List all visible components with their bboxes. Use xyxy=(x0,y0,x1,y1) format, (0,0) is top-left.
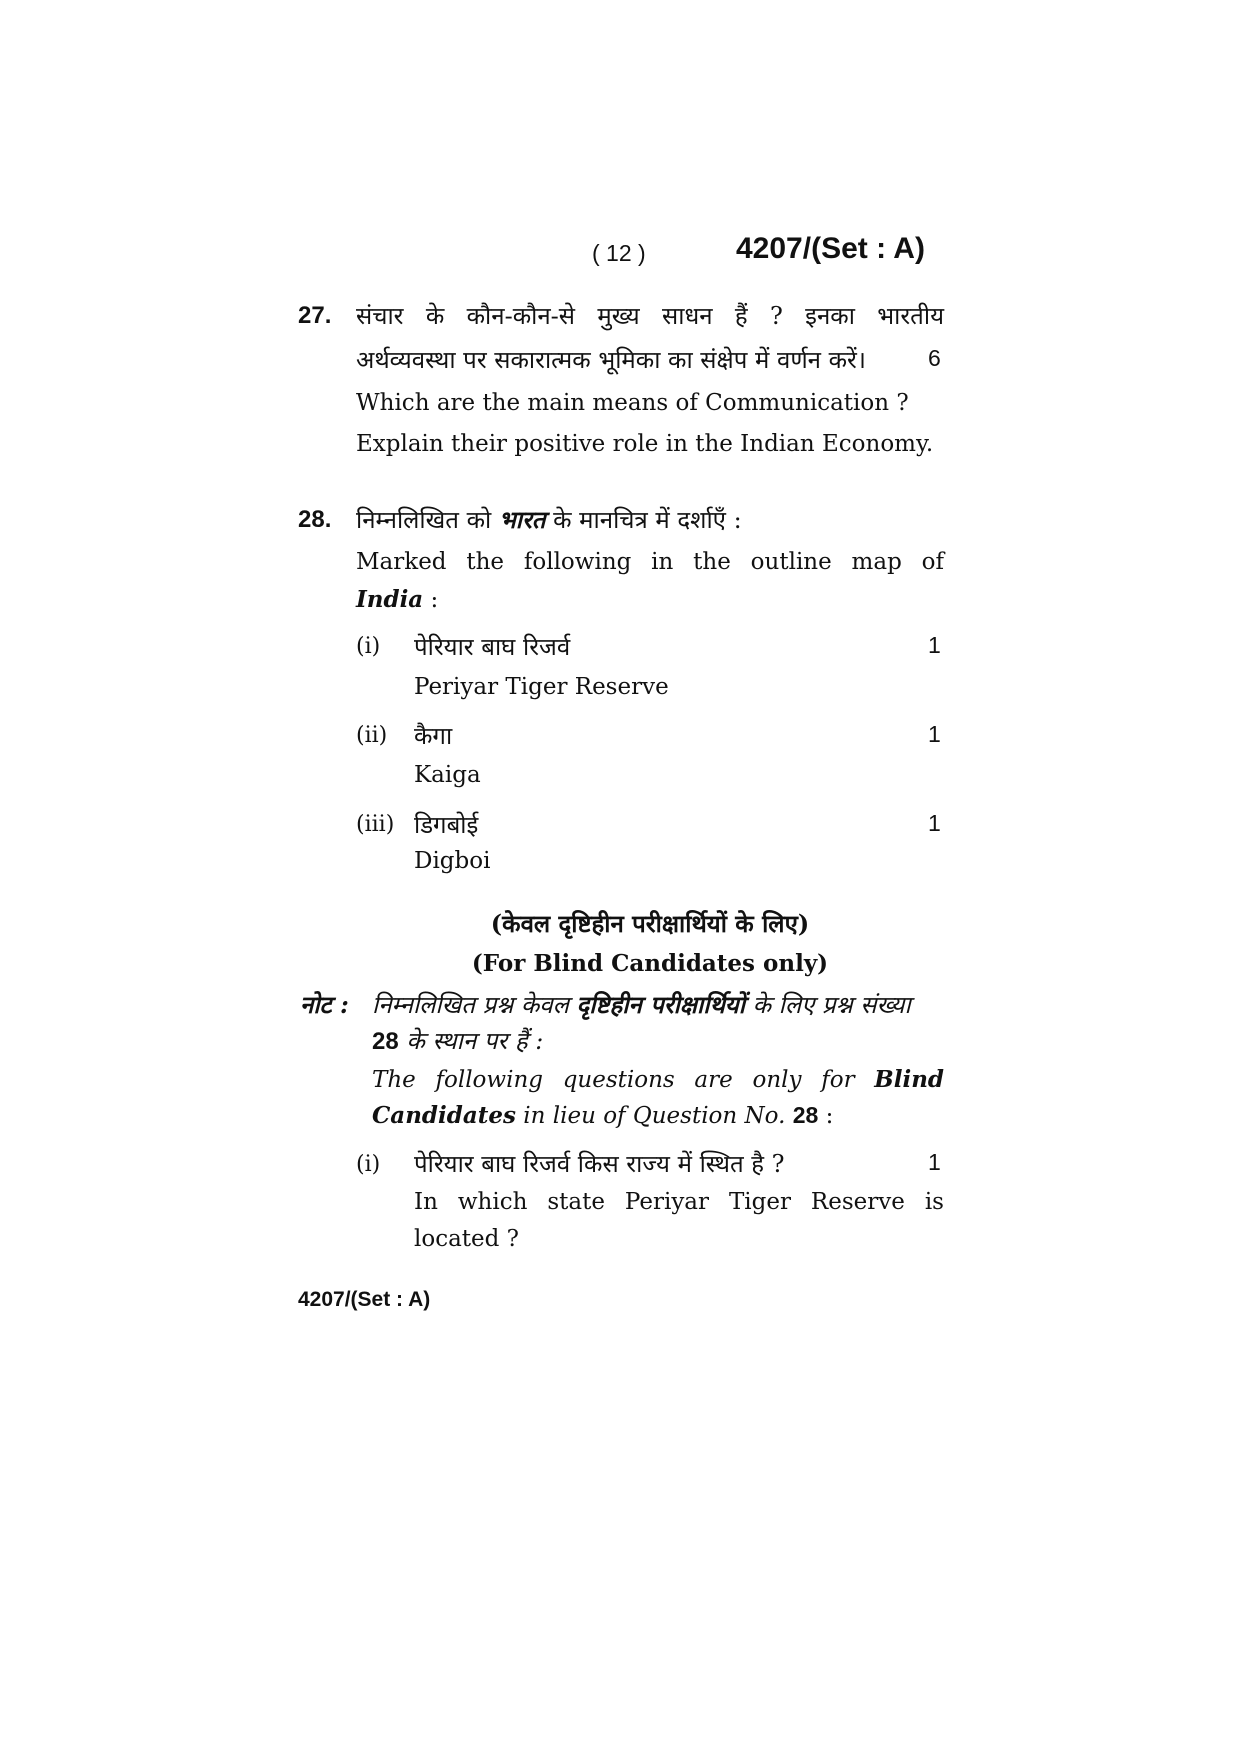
note-english-bold-2: Candidates xyxy=(372,1102,516,1129)
page-number: ( 12 ) xyxy=(592,240,646,266)
question-27-english-line-2: Explain their positive role in the Indian Economy. xyxy=(356,431,934,457)
question-28-item-2-hindi: कैगा xyxy=(414,722,453,750)
set-code-header: 4207/(Set : A) xyxy=(736,232,925,265)
note-label: नोट : xyxy=(300,990,349,1019)
question-28-item-1-hindi: पेरियार बाघ रिजर्व xyxy=(414,633,571,661)
question-28-item-3-marks: 1 xyxy=(928,810,941,836)
question-28-item-3-number: (iii) xyxy=(356,812,395,837)
note-english-bold-1: Blind xyxy=(874,1066,945,1093)
blind-heading-hindi: (केवल दृष्टिहीन परीक्षार्थियों के लिए) xyxy=(490,909,810,938)
note-english-number: 28 xyxy=(792,1102,819,1128)
question-28-item-1-english: Periyar Tiger Reserve xyxy=(414,674,669,700)
question-28-english-line-2 xyxy=(356,586,438,613)
question-27-hindi-line-2: अर्थव्यवस्था पर सकारात्मक भूमिका का संक्षेप में वर्णन करें। xyxy=(356,346,866,374)
blind-item-1-english-line-2: located ? xyxy=(414,1226,520,1252)
note-hindi-bold: दृष्टिहीन परीक्षार्थियों xyxy=(576,990,745,1019)
note-english-line-1 xyxy=(372,1066,944,1093)
question-28-english-line-1: Marked the following in the outline map of xyxy=(356,549,944,575)
question-27-marks: 6 xyxy=(928,345,941,371)
note-hindi-end: के स्थान पर हैं : xyxy=(406,1027,544,1055)
question-28-item-1-number: (i) xyxy=(356,634,381,659)
note-english-end: : xyxy=(818,1103,834,1129)
set-code-footer: 4207/(Set : A) xyxy=(298,1288,431,1311)
question-28-item-2-english: Kaiga xyxy=(414,762,481,788)
question-27-hindi-line-1: संचार के कौन-कौन-से मुख्य साधन हैं ? इनका भारतीय xyxy=(356,302,944,330)
question-27-english-line-1: Which are the main means of Communication ? xyxy=(356,390,909,416)
question-28-number: 28. xyxy=(298,506,332,533)
note-english-mid: in lieu of Question No. xyxy=(523,1103,786,1129)
blind-item-1-number: (i) xyxy=(356,1152,381,1177)
blind-heading-english: (For Blind Candidates only) xyxy=(471,950,829,977)
question-28-item-3-hindi: डिगबोई xyxy=(414,811,479,839)
note-english-line-2 xyxy=(372,1102,833,1129)
note-hindi-number: 28 xyxy=(372,1028,399,1055)
blind-item-1-marks: 1 xyxy=(928,1149,941,1175)
question-28-hindi-emph: भारत xyxy=(498,505,546,534)
question-28-hindi-pre: निम्नलिखित को xyxy=(356,506,492,534)
note-hindi-line-1 xyxy=(372,988,911,1021)
note-hindi-line-2 xyxy=(372,1024,543,1057)
note-english-pre: The following questions are only for xyxy=(372,1067,855,1093)
question-28-english-emph: India xyxy=(356,586,424,613)
question-28-english-colon: : xyxy=(423,587,439,613)
question-28-hindi-instruction xyxy=(356,503,742,536)
question-28-hindi-post: के मानचित्र में दर्शाएँ : xyxy=(553,506,742,534)
question-28-item-2-number: (ii) xyxy=(356,723,388,748)
question-28-item-3-english: Digboi xyxy=(414,848,491,874)
question-28-item-1-marks: 1 xyxy=(928,632,941,658)
question-28-item-2-marks: 1 xyxy=(928,721,941,747)
blind-item-1-hindi: पेरियार बाघ रिजर्व किस राज्य में स्थित है ? xyxy=(414,1150,785,1178)
note-hindi-post: के लिए प्रश्न संख्या xyxy=(752,991,911,1019)
note-hindi-pre: निम्नलिखित प्रश्न केवल xyxy=(372,991,569,1019)
question-27-number: 27. xyxy=(298,302,332,329)
blind-item-1-english-line-1: In which state Periyar Tiger Reserve is xyxy=(414,1189,944,1215)
